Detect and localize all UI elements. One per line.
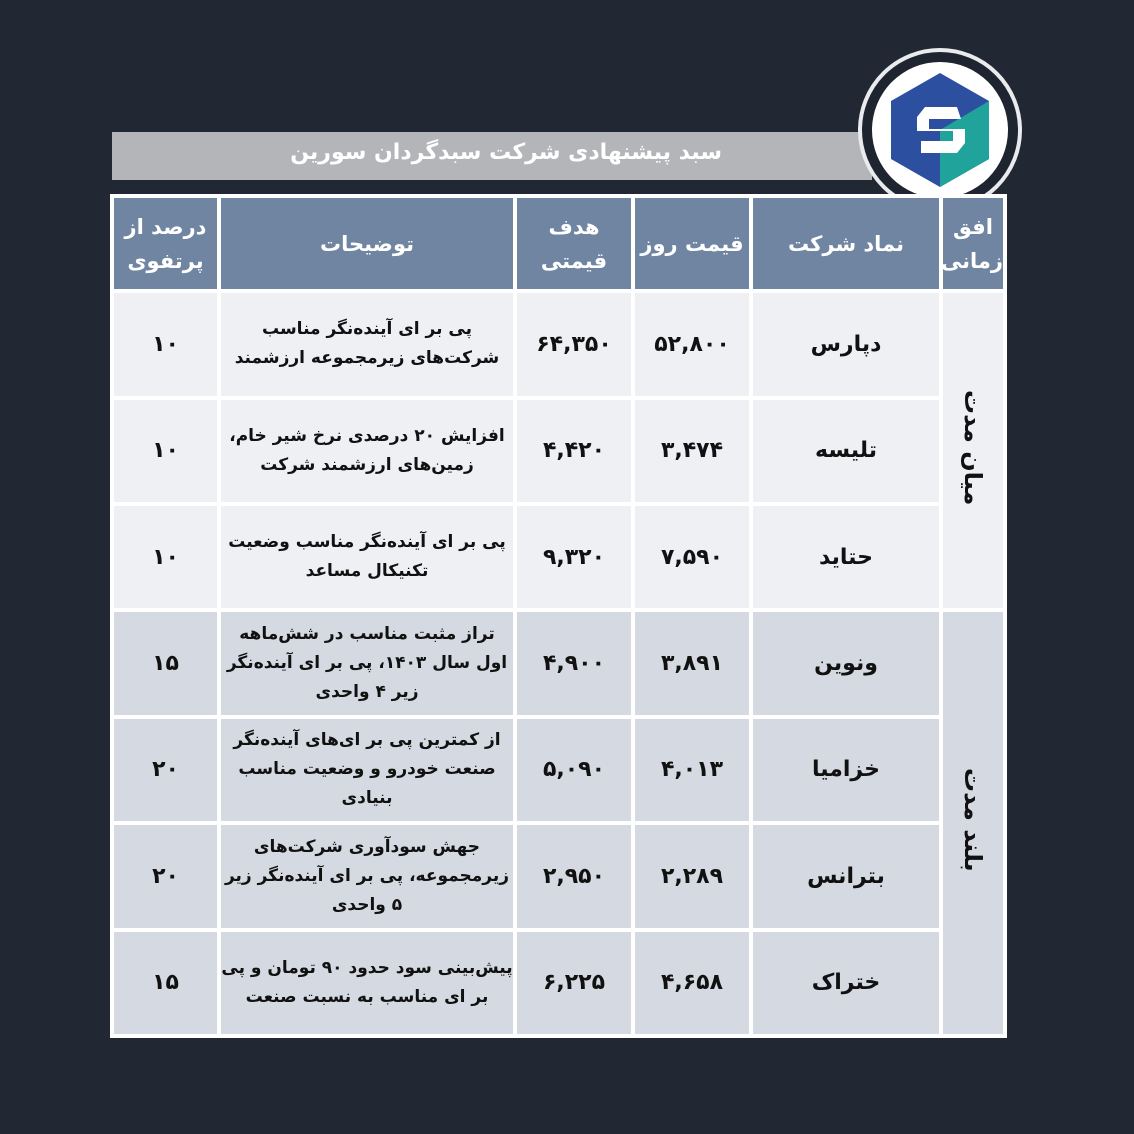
row-description: پی بر ای آینده‌نگر مناسب وضعیت تکنیکال مساعد (221, 506, 513, 608)
row-percent: ۱۵ (114, 932, 217, 1034)
row-description: از کمترین پی بر ای‌های آینده‌نگر صنعت خودرو و وضعیت مناسب بنیادی (221, 719, 513, 821)
row-target: ۵,۰۹۰ (517, 719, 631, 821)
row-symbol: تلیسه (753, 400, 939, 502)
group-long-term (943, 612, 1003, 1034)
row-price: ۳,۸۹۱ (635, 612, 749, 714)
row-symbol: حتاید (753, 506, 939, 608)
row-percent: ۱۰ (114, 293, 217, 395)
company-logo-icon (855, 45, 1025, 215)
row-percent: ۱۰ (114, 506, 217, 608)
table-row (114, 932, 1003, 1034)
table-row (114, 506, 1003, 608)
title-bar (112, 132, 872, 180)
row-description: تراز مثبت مناسب در شش‌ماهه اول سال ۱۴۰۳، پی بر ای آینده‌نگر زیر ۴ واحدی (221, 612, 513, 714)
row-price: ۴,۰۱۳ (635, 719, 749, 821)
row-target: ۹,۳۲۰ (517, 506, 631, 608)
header-description: توضیحات (221, 198, 513, 289)
row-description: پیش‌بینی سود حدود ۹۰ تومان و پی بر ای مناسب به نسبت صنعت (221, 932, 513, 1034)
row-percent: ۲۰ (114, 719, 217, 821)
row-target: ۴,۴۲۰ (517, 400, 631, 502)
row-target: ۶۴,۳۵۰ (517, 293, 631, 395)
header-horizon: افق زمانی (943, 198, 1003, 289)
row-target: ۴,۹۰۰ (517, 612, 631, 714)
header-percent: درصد از پرتفوی (114, 198, 217, 289)
header-target: هدف قیمتی (517, 198, 631, 289)
row-symbol: ونوین (753, 612, 939, 714)
group-label: بلند مدت (959, 768, 987, 873)
row-description: افزایش ۲۰ درصدی نرخ شیر خام، زمین‌های ارزشمند شرکت (221, 400, 513, 502)
row-description: پی بر ای آینده‌نگر مناسب شرکت‌های زیرمجموعه ارزشمند (221, 293, 513, 395)
table-row (114, 612, 1003, 714)
header-symbol: نماد شرکت (753, 198, 939, 289)
row-symbol: بترانس (753, 825, 939, 927)
table-row (114, 825, 1003, 927)
group-label: میان مدت (959, 390, 987, 506)
row-symbol: ختراک (753, 932, 939, 1034)
header-price: قیمت روز (635, 198, 749, 289)
table-row (114, 719, 1003, 821)
row-percent: ۱۵ (114, 612, 217, 714)
row-description: جهش سودآوری شرکت‌های زیرمجموعه، پی بر ای آینده‌نگر زیر ۵ واحدی (221, 825, 513, 927)
row-price: ۲,۲۸۹ (635, 825, 749, 927)
table-row (114, 293, 1003, 395)
group-mid-term (943, 293, 1003, 608)
row-price: ۷,۵۹۰ (635, 506, 749, 608)
row-target: ۶,۲۲۵ (517, 932, 631, 1034)
page-title: سبد پیشنهادی شرکت سبدگردان سورین (290, 140, 722, 165)
row-symbol: خزامیا (753, 719, 939, 821)
row-price: ۳,۴۷۴ (635, 400, 749, 502)
row-target: ۲,۹۵۰ (517, 825, 631, 927)
row-percent: ۲۰ (114, 825, 217, 927)
row-price: ۵۲,۸۰۰ (635, 293, 749, 395)
row-percent: ۱۰ (114, 400, 217, 502)
table-header-row (114, 198, 1003, 289)
portfolio-table (110, 194, 1007, 1038)
row-price: ۴,۶۵۸ (635, 932, 749, 1034)
table-row (114, 400, 1003, 502)
row-symbol: دپارس (753, 293, 939, 395)
